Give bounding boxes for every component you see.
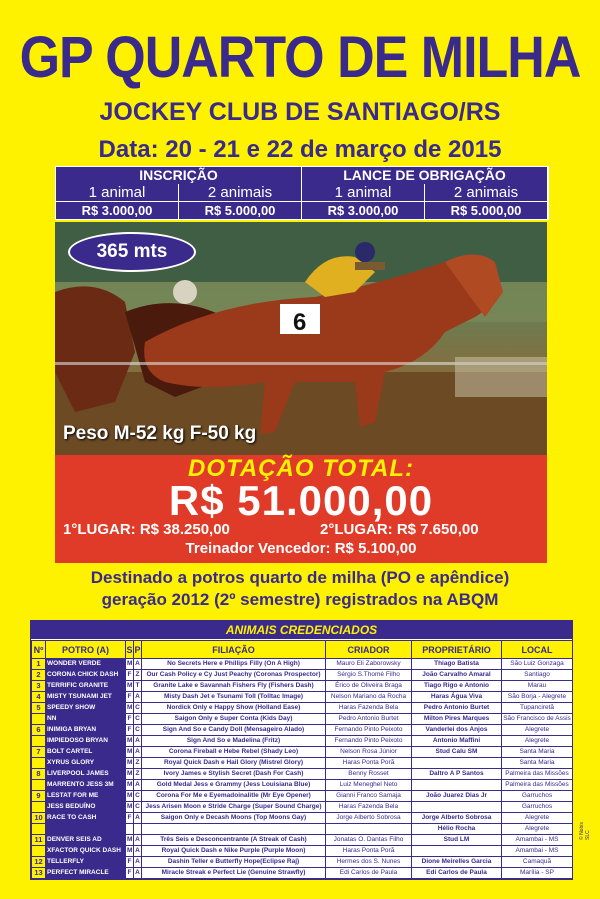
cell-prop: Milton Pires Marques — [412, 714, 502, 725]
lance-header: LANCE DE OBRIGAÇÃO — [302, 167, 548, 184]
cell-fil: Saigon Only e Decash Moons (Top Moons Gay) — [142, 813, 326, 824]
trainer-prize: Treinador Vencedor: R$ 5.100,00 — [185, 540, 417, 557]
cell-s: F — [126, 714, 134, 725]
cell-fil: Nordick Only e Happy Show (Holland Ease) — [142, 703, 326, 714]
cell-prop: Stud LM — [412, 835, 502, 846]
cell-loc: São Francisco de Assis — [502, 714, 573, 725]
cell-prop: Hélio Rocha — [412, 824, 502, 835]
cell-loc: Alegrete — [502, 725, 573, 736]
cell-n: 8 — [32, 769, 46, 780]
cell-p: A — [134, 857, 142, 868]
table-row — [32, 736, 573, 747]
cell-prop: Dione Meirelles Garcia — [412, 857, 502, 868]
cell-n: 6 — [32, 725, 46, 736]
cell-horse: PERFECT MIRACLE — [46, 868, 126, 879]
cell-cri: Jonatas O. Dantas Filho — [326, 835, 412, 846]
cell-s — [126, 824, 134, 835]
cell-loc: Marília - SP — [502, 868, 573, 879]
cell-cri: Hermes dos S. Nunes — [326, 857, 412, 868]
cell-fil: Corona For Me e Eyemadoinalitle (Mr Eye Opener) — [142, 791, 326, 802]
cell-loc: Alegrete — [502, 813, 573, 824]
eligibility-line-1: Destinado a potros quarto de milha (PO e apêndice) — [90, 568, 510, 587]
cell-p: C — [134, 791, 142, 802]
prize-total: R$ 51.000,00 — [168, 477, 434, 524]
cell-s: F — [126, 868, 134, 879]
table-row — [32, 758, 573, 769]
cell-n: 12 — [32, 857, 46, 868]
cell-s: M — [126, 846, 134, 857]
cell-p: C — [134, 802, 142, 813]
cell-p: C — [134, 714, 142, 725]
cell-fil: Our Cash Policy e Cy Just Peachy (Coronas Prospector) — [142, 670, 326, 681]
cell-horse: INIMIGA BRYAN — [46, 725, 126, 736]
table-row — [32, 868, 573, 879]
cell-prop: Haras Água Viva — [412, 692, 502, 703]
cell-prop: João Juarez Dias Jr — [412, 791, 502, 802]
cell-fil: Gold Medal Jess e Grammy (Jess Louisiana Blue) — [142, 780, 326, 791]
entries-caption: ANIMAIS CREDENCIADOS — [31, 621, 572, 640]
cell-loc: Santa Maria — [502, 758, 573, 769]
cell-n: 11 — [32, 835, 46, 846]
header-owner: PROPRIETÁRIO — [412, 641, 502, 659]
eligibility-line-2: geração 2012 (2º semestre) registrados na ABQM — [101, 590, 499, 609]
cell-horse: LESTAT FOR ME — [46, 791, 126, 802]
cell-fil: Saigon Only e Super Conta (Kids Day) — [142, 714, 326, 725]
cell-loc: São Borja - Alegrete — [502, 692, 573, 703]
cell-cri: Fernando Pinto Peixoto — [326, 725, 412, 736]
cell-cri: Haras Fazenda Bela — [326, 703, 412, 714]
cell-p: A — [134, 868, 142, 879]
table-row — [32, 681, 573, 692]
table-row — [32, 692, 573, 703]
cell-cri: Haras Ponta Porã — [326, 846, 412, 857]
cell-fil: Dashin Teller e Butterfly Hope(Eclipse Raj) — [142, 857, 326, 868]
cell-n: 5 — [32, 703, 46, 714]
cell-loc: Palmeira das Missões — [502, 780, 573, 791]
cell-prop — [412, 802, 502, 813]
cell-fil: Misty Dash Jet e Tsunami Toll (Tolltac Image) — [142, 692, 326, 703]
cell-cri: Haras Ponta Porã — [326, 758, 412, 769]
cell-fil: Miracle Streak e Perfect Lie (Genuine Strawfly) — [142, 868, 326, 879]
cell-p: A — [134, 692, 142, 703]
cell-prop: Edi Carlos de Paula — [412, 868, 502, 879]
table-row — [32, 857, 573, 868]
fees-table — [55, 166, 549, 220]
table-row — [32, 846, 573, 857]
cell-loc: Palmeira das Missões — [502, 769, 573, 780]
inscricao-one-value: R$ 3.000,00 — [56, 201, 179, 219]
header-breeder: CRIADOR — [326, 641, 412, 659]
header-location: LOCAL — [502, 641, 573, 659]
cell-s: M — [126, 835, 134, 846]
cell-loc: Amambai - MS — [502, 846, 573, 857]
cell-horse: NN — [46, 714, 126, 725]
cell-loc: Santa Maria — [502, 747, 573, 758]
cell-horse: LIVERPOOL JAMES — [46, 769, 126, 780]
cell-horse: WONDER VERDE — [46, 659, 126, 670]
table-row — [32, 835, 573, 846]
cell-fil: Jess Arisen Moon e Stride Charge (Super Sound Charge) — [142, 802, 326, 813]
cell-loc: Santiago — [502, 670, 573, 681]
cell-n — [32, 824, 46, 835]
cell-cri: Nelson Mariano da Rocha — [326, 692, 412, 703]
inscricao-two-label: 2 animais — [179, 184, 302, 201]
cell-p: A — [134, 747, 142, 758]
cell-cri: Luiz Meneghel Neto — [326, 780, 412, 791]
cell-p: A — [134, 835, 142, 846]
event-date: Data: 20 - 21 e 22 de março de 2015 — [98, 136, 502, 163]
cell-horse: XYRUS GLORY — [46, 758, 126, 769]
table-row — [32, 769, 573, 780]
cell-s: M — [126, 758, 134, 769]
cell-s: M — [126, 659, 134, 670]
cell-loc: Alegrete — [502, 824, 573, 835]
cell-s: F — [126, 813, 134, 824]
cell-s: M — [126, 780, 134, 791]
cell-loc: Alegrete — [502, 736, 573, 747]
cell-prop: Pedro Antonio Burtet — [412, 703, 502, 714]
cell-cri: Benny Rosset — [326, 769, 412, 780]
cell-n: 1 — [32, 659, 46, 670]
cell-loc: Garruchos — [502, 802, 573, 813]
cell-s: M — [126, 769, 134, 780]
cell-s: M — [126, 747, 134, 758]
lance-one-label: 1 animal — [302, 184, 425, 201]
cell-horse — [46, 824, 126, 835]
cell-p: Z — [134, 758, 142, 769]
header-pedigree: FILIAÇÃO — [142, 641, 326, 659]
cell-cri: Pedro Antonio Burtet — [326, 714, 412, 725]
cell-n — [32, 714, 46, 725]
second-place-prize: 2°LUGAR: R$ 7.650,00 — [320, 521, 479, 538]
cell-n — [32, 846, 46, 857]
cell-fil: Sign And So e Candy Doll (Mensageiro Alado) — [142, 725, 326, 736]
inscricao-two-value: R$ 5.000,00 — [179, 201, 302, 219]
inscricao-one-label: 1 animal — [56, 184, 179, 201]
cell-horse: JESS BEDUÍNO — [46, 802, 126, 813]
cell-horse: RACE TO CASH — [46, 813, 126, 824]
cell-cri: Jorge Alberto Sobrosa — [326, 813, 412, 824]
cell-prop: João Carvalho Amaral — [412, 670, 502, 681]
cell-fil: Ivory James e Stylish Secret (Dash For Cash) — [142, 769, 326, 780]
cell-horse: DENVER SEIS AD — [46, 835, 126, 846]
cell-cri: Mauro Eli Zaborowsky — [326, 659, 412, 670]
first-place-prize: 1°LUGAR: R$ 38.250,00 — [63, 521, 230, 538]
table-row — [32, 802, 573, 813]
cell-fil — [142, 824, 326, 835]
cell-loc: Camaquã — [502, 857, 573, 868]
lance-two-label: 2 animais — [425, 184, 548, 201]
cell-s: F — [126, 692, 134, 703]
cell-n — [32, 802, 46, 813]
cell-p: A — [134, 813, 142, 824]
cell-n — [32, 758, 46, 769]
cell-s: M — [126, 802, 134, 813]
event-title: GP QUARTO DE MILHA — [19, 25, 581, 91]
cell-s: M — [126, 736, 134, 747]
cell-p: A — [134, 659, 142, 670]
cell-s: F — [126, 857, 134, 868]
cell-fil: Três Seis e Desconcentrante (A Streak of Cash) — [142, 835, 326, 846]
cell-p: C — [134, 725, 142, 736]
cell-horse: TERRIFIC GRANITE — [46, 681, 126, 692]
cell-prop: Thiago Batista — [412, 659, 502, 670]
club-name: JOCKEY CLUB DE SANTIAGO/RS — [99, 98, 501, 126]
table-row — [32, 725, 573, 736]
cell-p: Z — [134, 769, 142, 780]
cell-p: Z — [134, 670, 142, 681]
cell-horse: IMPIEDOSO BRYAN — [46, 736, 126, 747]
cell-n: 4 — [32, 692, 46, 703]
cell-loc: Garruchos — [502, 791, 573, 802]
cell-fil: Corona Fireball e Hebe Rebel (Shady Leo) — [142, 747, 326, 758]
inscricao-header: INSCRIÇÃO — [56, 167, 302, 184]
cell-prop — [412, 780, 502, 791]
entries-header-row — [32, 641, 573, 659]
cell-loc: Tupanciretã — [502, 703, 573, 714]
distance-badge: 365 mts — [68, 232, 196, 272]
cell-prop: Stud Calu SM — [412, 747, 502, 758]
cell-fil: No Secrets Here e Phillips Filly (On A High) — [142, 659, 326, 670]
cell-n: 3 — [32, 681, 46, 692]
prize-box — [55, 455, 547, 563]
table-row — [32, 670, 573, 681]
cell-fil: Royal Quick Dash e Nike Purple (Purple Moon) — [142, 846, 326, 857]
cell-s: F — [126, 670, 134, 681]
cell-n — [32, 736, 46, 747]
prize-label: DOTAÇÃO TOTAL: — [188, 455, 414, 482]
cell-cri — [326, 824, 412, 835]
header-number: Nº — [32, 641, 46, 659]
table-row — [32, 703, 573, 714]
cell-cri: Edi Carlos de Paula — [326, 868, 412, 879]
cell-s: F — [126, 725, 134, 736]
table-row — [32, 714, 573, 725]
cell-prop: Daltro A P Santos — [412, 769, 502, 780]
cell-p: A — [134, 846, 142, 857]
cell-cri: Nelson Rosa Júnior — [326, 747, 412, 758]
cell-cri: Sérgio S.Thomé Filho — [326, 670, 412, 681]
header-horse: POTRO (A) — [46, 641, 126, 659]
cell-loc: Marau — [502, 681, 573, 692]
cell-horse: MISTY TSUNAMI JET — [46, 692, 126, 703]
cell-prop: Tiago Rigo e Antonio — [412, 681, 502, 692]
cell-s: M — [126, 681, 134, 692]
table-row — [32, 780, 573, 791]
cell-n: 2 — [32, 670, 46, 681]
cell-n: 13 — [32, 868, 46, 879]
cell-p: A — [134, 736, 142, 747]
table-row — [32, 747, 573, 758]
cell-s: M — [126, 703, 134, 714]
cell-horse: CORONA CHICK DASH — [46, 670, 126, 681]
cell-n: 10 — [32, 813, 46, 824]
cell-n: 9 — [32, 791, 46, 802]
cell-prop — [412, 846, 502, 857]
cell-fil: Granite Lake e Savannah Fishers Fly (Fishers Dash) — [142, 681, 326, 692]
lance-one-value: R$ 3.000,00 — [302, 201, 425, 219]
svg-text:6: 6 — [293, 309, 307, 336]
header-sex: S — [126, 641, 134, 659]
credit-text: © Nobis SLC — [579, 822, 591, 840]
cell-p — [134, 824, 142, 835]
table-row — [32, 813, 573, 824]
cell-horse: MARRENTO JESS 3M — [46, 780, 126, 791]
cell-p: C — [134, 703, 142, 714]
cell-horse: XFACTOR QUICK DASH — [46, 846, 126, 857]
cell-n — [32, 780, 46, 791]
cell-fil: Royal Quick Dash e Hail Glory (Mistrel Glory) — [142, 758, 326, 769]
cell-p: A — [134, 780, 142, 791]
lance-two-value: R$ 5.000,00 — [425, 201, 548, 219]
cell-horse: SPEEDY SHOW — [46, 703, 126, 714]
entries-table — [30, 620, 573, 880]
cell-prop: Antonio Maffini — [412, 736, 502, 747]
cell-prop — [412, 758, 502, 769]
cell-cri: Gianni Franco Samaja — [326, 791, 412, 802]
cell-n: 7 — [32, 747, 46, 758]
cell-horse: TELLERFLY — [46, 857, 126, 868]
cell-prop: Vanderlei dos Anjos — [412, 725, 502, 736]
cell-cri: Érico de Oliveira Braga — [326, 681, 412, 692]
table-row — [32, 791, 573, 802]
cell-prop: Jorge Alberto Sobrosa — [412, 813, 502, 824]
cell-cri: Fernando Pinto Peixoto — [326, 736, 412, 747]
weight-text: Peso M-52 kg F-50 kg — [63, 423, 257, 444]
table-row — [32, 824, 573, 835]
cell-horse: BOLT CARTEL — [46, 747, 126, 758]
cell-p: T — [134, 681, 142, 692]
cell-loc: Amambai - MS — [502, 835, 573, 846]
cell-s: M — [126, 791, 134, 802]
table-row — [32, 659, 573, 670]
cell-loc: São Luiz Gonzaga — [502, 659, 573, 670]
cell-fil: Sign And So e Madelina (Fritz) — [142, 736, 326, 747]
cell-cri: Haras Fazenda Bela — [326, 802, 412, 813]
header-coat: P — [134, 641, 142, 659]
